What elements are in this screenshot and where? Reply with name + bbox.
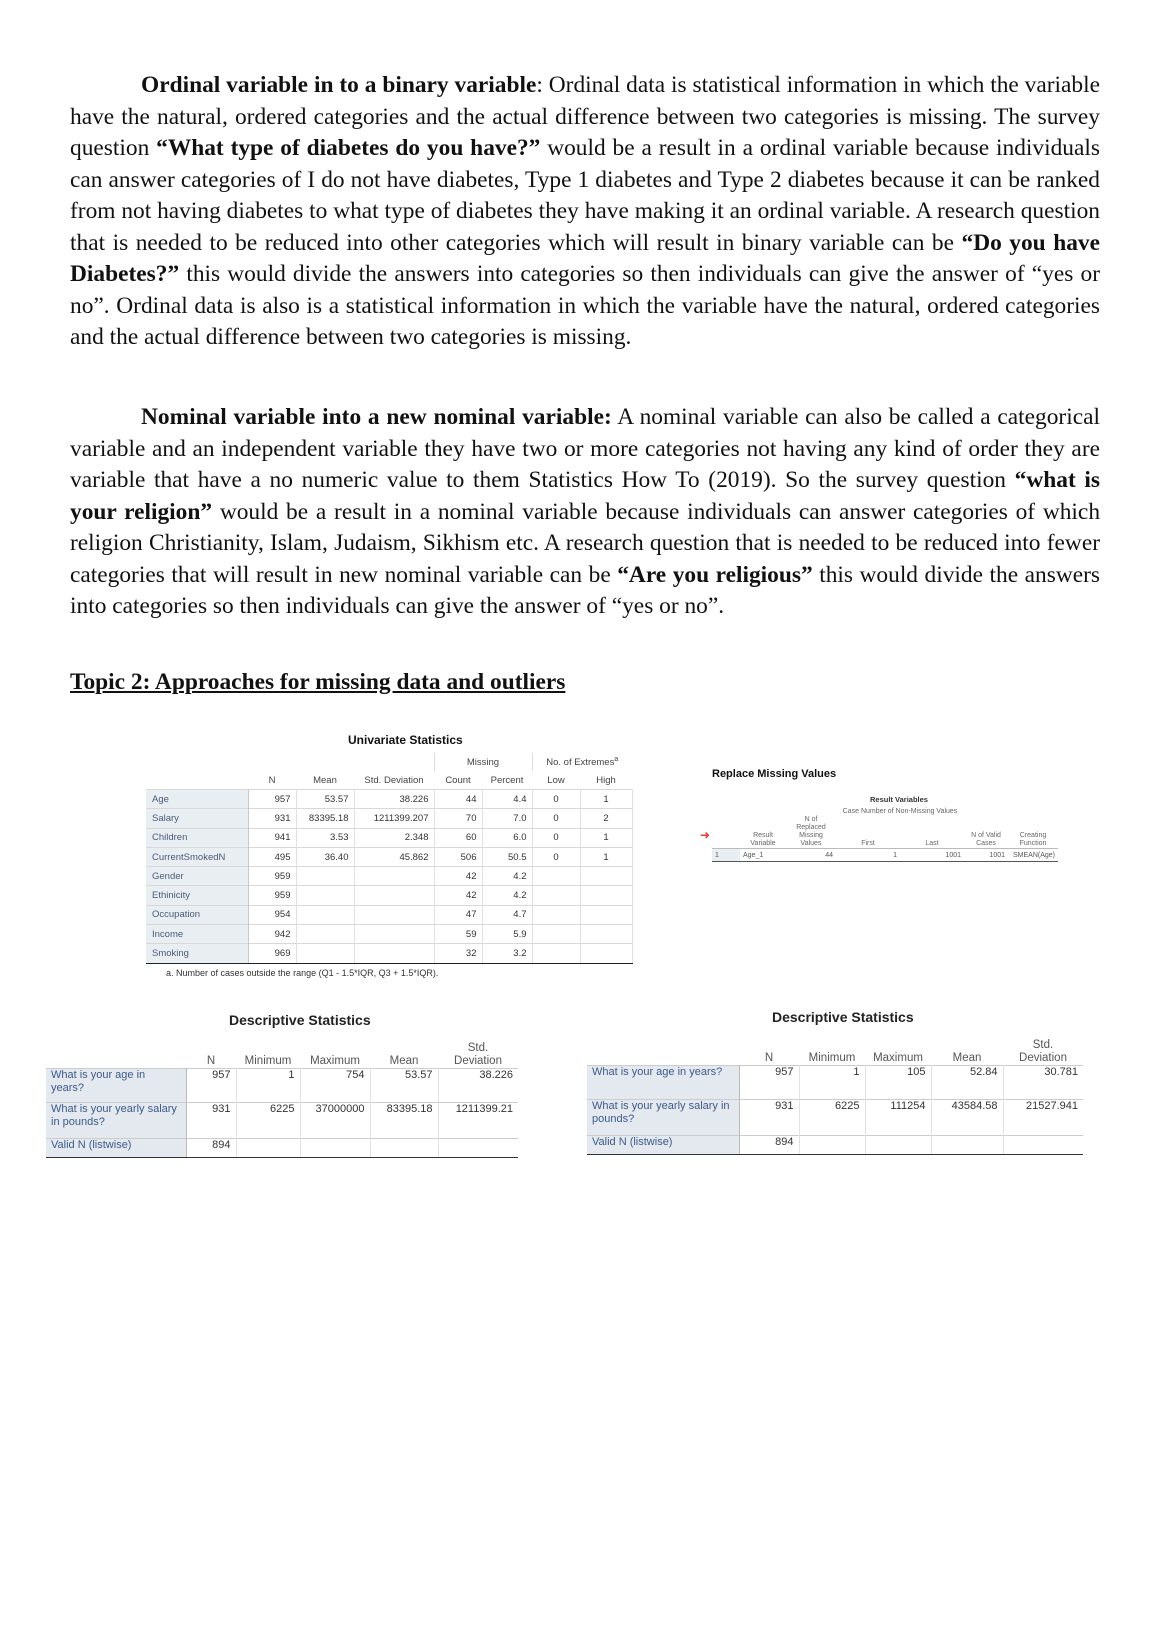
cell: 50.5 bbox=[482, 847, 532, 866]
cell: 754 bbox=[300, 1069, 370, 1103]
cell bbox=[580, 886, 632, 905]
cell: 105 bbox=[865, 1066, 931, 1100]
col-header-creating-function: Creating Function bbox=[1019, 832, 1047, 847]
blank-header bbox=[740, 808, 786, 816]
cell: 931 bbox=[248, 809, 296, 828]
table-row bbox=[146, 828, 632, 847]
table-row bbox=[146, 867, 632, 886]
blank-header bbox=[296, 753, 354, 771]
col-header-last: Last bbox=[925, 840, 939, 847]
cell: 21527.941 bbox=[1003, 1100, 1083, 1136]
cell: 30.781 bbox=[1003, 1066, 1083, 1100]
table-row bbox=[146, 925, 632, 944]
col-header-percent: Percent bbox=[490, 774, 524, 786]
blank-header bbox=[712, 816, 740, 849]
blank-header bbox=[964, 808, 1008, 816]
row-label: What is your age in years? bbox=[587, 1066, 739, 1100]
table-row bbox=[712, 849, 1058, 862]
cell: 1 bbox=[580, 847, 632, 866]
cell: 44 bbox=[434, 790, 482, 809]
nominal-heading: Nominal variable into a new nominal variable: bbox=[141, 404, 612, 430]
cell: 957 bbox=[248, 790, 296, 809]
cell: SMEAN(Age) bbox=[1008, 849, 1058, 862]
cell: 38.226 bbox=[354, 790, 434, 809]
table-row bbox=[46, 1103, 518, 1139]
blank-header bbox=[1008, 808, 1058, 816]
col-header-result-variable: Result Variable bbox=[750, 832, 776, 847]
cell: 53.57 bbox=[370, 1069, 438, 1103]
nominal-question-1: “what is your religion” bbox=[70, 467, 1100, 525]
col-header-n-replaced: N of Replaced Missing Values bbox=[796, 816, 826, 847]
cell: 43584.58 bbox=[931, 1100, 1003, 1136]
col-header-std-deviation: Std. Deviation bbox=[454, 1042, 502, 1067]
arrow-right-icon: ➜ bbox=[700, 828, 711, 842]
col-header-minimum: Minimum bbox=[244, 1055, 292, 1067]
cell: 70 bbox=[434, 809, 482, 828]
cell: 7.0 bbox=[482, 809, 532, 828]
topic-heading: Topic 2: Approaches for missing data and outliers bbox=[70, 669, 566, 695]
cell: 3.53 bbox=[296, 828, 354, 847]
cell: 495 bbox=[248, 847, 296, 866]
row-label: Income bbox=[146, 925, 248, 944]
table-row bbox=[146, 944, 632, 963]
table-row bbox=[146, 809, 632, 828]
cell: 0 bbox=[532, 809, 580, 828]
cell: 969 bbox=[248, 944, 296, 963]
col-header-high: High bbox=[596, 774, 616, 786]
cell bbox=[580, 905, 632, 924]
cell bbox=[296, 944, 354, 963]
table-row bbox=[587, 1136, 1083, 1155]
row-index: 1 bbox=[712, 849, 740, 862]
row-label: Ethinicity bbox=[146, 886, 248, 905]
cell: 942 bbox=[248, 925, 296, 944]
cell: 6.0 bbox=[482, 828, 532, 847]
blank-header bbox=[786, 808, 836, 816]
row-label: Smoking bbox=[146, 944, 248, 963]
table-row bbox=[46, 1139, 518, 1158]
univariate-title: Univariate Statistics bbox=[348, 733, 463, 747]
row-label: Age bbox=[146, 790, 248, 809]
paragraph-nominal bbox=[70, 402, 1100, 623]
extremes-label: No. of Extremes bbox=[546, 757, 615, 769]
row-label: Valid N (listwise) bbox=[46, 1139, 186, 1158]
cell: 1211399.207 bbox=[354, 809, 434, 828]
cell bbox=[354, 944, 434, 963]
cell: 44 bbox=[786, 849, 836, 862]
cell: 47 bbox=[434, 905, 482, 924]
cell: 941 bbox=[248, 828, 296, 847]
col-header-n: N bbox=[206, 1055, 216, 1067]
cell: 45.862 bbox=[354, 847, 434, 866]
row-label: What is your age in years? bbox=[46, 1069, 186, 1103]
row-label: What is your yearly salary in pounds? bbox=[587, 1100, 739, 1136]
cell: 954 bbox=[248, 905, 296, 924]
cell: 1 bbox=[836, 849, 900, 862]
table-row bbox=[587, 1100, 1083, 1136]
cell: 6225 bbox=[236, 1103, 300, 1139]
blank-header bbox=[248, 753, 296, 771]
col-header-std: Std. Deviation bbox=[364, 774, 424, 786]
ordinal-text-2: would be a result in a ordinal variable because individuals can answer categories of I do not have diabetes, Type 1 diabetes and Type 2 diabetes because it can be ranked from not having diabetes to what type of diabetes they have making it an ordinal variable. A research question that is needed to be reduced into other categories which will result in binary variable can be bbox=[70, 135, 1100, 256]
cell: 1211399.21 bbox=[438, 1103, 518, 1139]
cell: 5.9 bbox=[482, 925, 532, 944]
nominal-text-3: this would divide the answers into categories so then individuals can give the answer of “yes or no”. bbox=[70, 561, 1100, 619]
col-header-maximum: Maximum bbox=[873, 1052, 923, 1064]
nominal-text-2: would be a result in a nominal variable because individuals can answer categories of which religion Christianity, Islam, Judaism, Sikhism etc. A research question that is needed to be reduced into fewer categories that will result in new nominal variable can be bbox=[70, 498, 1101, 588]
cell bbox=[580, 925, 632, 944]
cell: 2.348 bbox=[354, 828, 434, 847]
blank-header bbox=[354, 753, 434, 771]
cell: 894 bbox=[186, 1139, 236, 1158]
cell: 53.57 bbox=[296, 790, 354, 809]
cell: 0 bbox=[532, 790, 580, 809]
cell: 1001 bbox=[900, 849, 964, 862]
univariate-table bbox=[146, 753, 633, 964]
col-header-count: Count bbox=[445, 774, 471, 786]
paragraph-ordinal bbox=[70, 70, 1100, 354]
col-header-valid-cases: N of Valid Cases bbox=[971, 832, 1001, 847]
cell: 506 bbox=[434, 847, 482, 866]
table-row bbox=[146, 886, 632, 905]
col-header-n: N bbox=[268, 774, 276, 786]
cell bbox=[354, 867, 434, 886]
cell bbox=[532, 925, 580, 944]
cell bbox=[532, 867, 580, 886]
cell: 931 bbox=[186, 1103, 236, 1139]
cell bbox=[1003, 1136, 1083, 1155]
cell: 2 bbox=[580, 809, 632, 828]
cell bbox=[931, 1136, 1003, 1155]
row-label: Children bbox=[146, 828, 248, 847]
cell: 1 bbox=[580, 828, 632, 847]
missing-group-header: Missing bbox=[434, 753, 532, 771]
cell bbox=[296, 925, 354, 944]
table-row bbox=[146, 905, 632, 924]
cell bbox=[532, 905, 580, 924]
cell: Age_1 bbox=[740, 849, 786, 862]
col-header-n: N bbox=[764, 1052, 774, 1064]
cell bbox=[799, 1136, 865, 1155]
row-label-header bbox=[46, 1034, 186, 1069]
cell bbox=[532, 944, 580, 963]
cell bbox=[354, 886, 434, 905]
ordinal-question-1: “What type of diabetes do you have?” bbox=[156, 135, 541, 161]
case-number-header: Case Number of Non-Missing Values bbox=[842, 808, 958, 815]
cell bbox=[532, 886, 580, 905]
cell bbox=[296, 867, 354, 886]
col-header-mean: Mean bbox=[389, 1055, 419, 1067]
cell: 3.2 bbox=[482, 944, 532, 963]
row-label: Gender bbox=[146, 867, 248, 886]
descriptive-stats-table-original bbox=[46, 1034, 518, 1158]
row-label-header bbox=[587, 1031, 739, 1066]
row-label: Occupation bbox=[146, 905, 248, 924]
blank-header bbox=[712, 808, 740, 816]
nominal-text-1: A nominal variable can also be called a categorical variable and an independent variable they have two or more categories not having any kind of order they are variable that have a no numeric value to them Statistics How To (2019). So the survey question bbox=[70, 404, 1100, 493]
cell: 4.2 bbox=[482, 867, 532, 886]
replace-missing-table bbox=[712, 796, 1058, 862]
cell: 4.7 bbox=[482, 905, 532, 924]
blank-header bbox=[712, 796, 740, 808]
row-label-header bbox=[146, 771, 248, 790]
col-header-maximum: Maximum bbox=[310, 1055, 360, 1067]
col-header-low: Low bbox=[547, 774, 565, 786]
descriptive-stats-title-cleaned: Descriptive Statistics bbox=[772, 1009, 914, 1025]
ordinal-text-3: this would divide the answers into categories so then individuals can give the answer of “yes or no”. Ordinal data is also is a statistical information in which the variable have the natural, ordered categories and the actual difference between two categories is missing. bbox=[70, 261, 1100, 350]
cell: 4.2 bbox=[482, 886, 532, 905]
col-header-mean: Mean bbox=[313, 774, 337, 786]
table-row bbox=[46, 1069, 518, 1103]
cell: 52.84 bbox=[931, 1066, 1003, 1100]
blank-header bbox=[146, 753, 248, 771]
row-label: Valid N (listwise) bbox=[587, 1136, 739, 1155]
extremes-footnote-marker: a bbox=[614, 755, 619, 763]
ordinal-question-2: “Do you have Diabetes?” bbox=[70, 229, 1100, 287]
col-header-minimum: Minimum bbox=[808, 1052, 856, 1064]
row-label: What is your yearly salary in pounds? bbox=[46, 1103, 186, 1139]
cell: 1001 bbox=[964, 849, 1008, 862]
cell: 42 bbox=[434, 867, 482, 886]
cell bbox=[354, 905, 434, 924]
cell: 37000000 bbox=[300, 1103, 370, 1139]
cell: 83395.18 bbox=[370, 1103, 438, 1139]
cell: 38.226 bbox=[438, 1069, 518, 1103]
cell: 931 bbox=[739, 1100, 799, 1136]
cell: 1 bbox=[236, 1069, 300, 1103]
table-row bbox=[587, 1066, 1083, 1100]
cell: 59 bbox=[434, 925, 482, 944]
col-header-std-deviation: Std. Deviation bbox=[1019, 1039, 1067, 1064]
table-row bbox=[146, 790, 632, 809]
cell bbox=[370, 1139, 438, 1158]
cell: 0 bbox=[532, 828, 580, 847]
cell bbox=[438, 1139, 518, 1158]
cell: 36.40 bbox=[296, 847, 354, 866]
row-label: Salary bbox=[146, 809, 248, 828]
cell: 60 bbox=[434, 828, 482, 847]
cell: 959 bbox=[248, 867, 296, 886]
cell: 6225 bbox=[799, 1100, 865, 1136]
nominal-question-2: “Are you religious” bbox=[617, 561, 813, 588]
cell: 32 bbox=[434, 944, 482, 963]
cell bbox=[300, 1139, 370, 1158]
cell: 0 bbox=[532, 847, 580, 866]
ordinal-heading: Ordinal variable in to a binary variable bbox=[141, 72, 537, 98]
cell bbox=[354, 925, 434, 944]
cell: 957 bbox=[739, 1066, 799, 1100]
col-header-mean: Mean bbox=[952, 1052, 982, 1064]
result-variables-header: Result Variables bbox=[870, 795, 928, 804]
cell: 83395.18 bbox=[296, 809, 354, 828]
extremes-group-header bbox=[532, 753, 632, 771]
ordinal-text-1: : Ordinal data is statistical information in which the variable have the natural, ordered categories and the actual difference between two categories is missing. The survey question bbox=[70, 72, 1101, 161]
descriptive-stats-table-cleaned bbox=[587, 1031, 1083, 1155]
cell bbox=[296, 905, 354, 924]
univariate-footnote: a. Number of cases outside the range (Q1 - 1.5*IQR, Q3 + 1.5*IQR). bbox=[166, 968, 439, 978]
cell: 4.4 bbox=[482, 790, 532, 809]
descriptive-stats-title-original: Descriptive Statistics bbox=[229, 1012, 371, 1028]
col-header-first: First bbox=[861, 840, 875, 847]
cell: 42 bbox=[434, 886, 482, 905]
cell: 894 bbox=[739, 1136, 799, 1155]
cell: 959 bbox=[248, 886, 296, 905]
cell bbox=[296, 886, 354, 905]
cell bbox=[580, 867, 632, 886]
cell: 111254 bbox=[865, 1100, 931, 1136]
cell: 1 bbox=[799, 1066, 865, 1100]
cell bbox=[865, 1136, 931, 1155]
table-row bbox=[146, 847, 632, 866]
cell bbox=[236, 1139, 300, 1158]
cell bbox=[580, 944, 632, 963]
cell: 1 bbox=[580, 790, 632, 809]
replace-missing-title: Replace Missing Values bbox=[712, 768, 837, 780]
cell: 957 bbox=[186, 1069, 236, 1103]
row-label: CurrentSmokedN bbox=[146, 847, 248, 866]
